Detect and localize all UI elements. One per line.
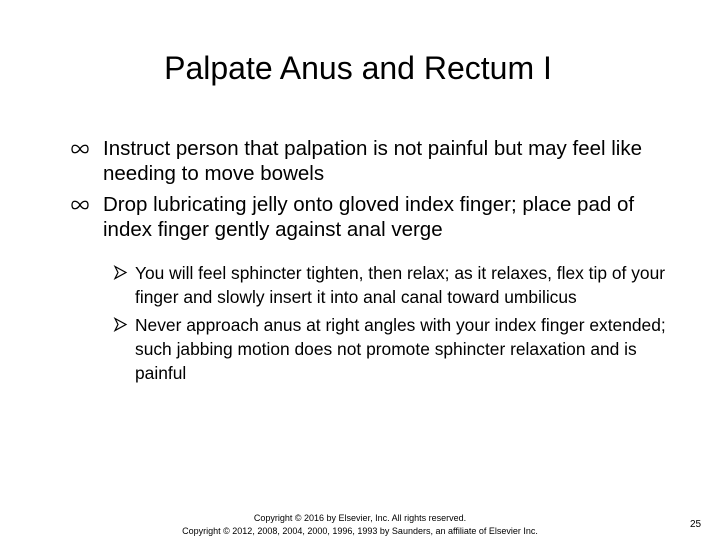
subbullet-list: [113, 261, 673, 389]
copyright-footer: [100, 512, 620, 538]
copyright-line-2: Copyright © 2012, 2008, 2004, 2000, 1996, 1993 by Saunders, an affiliate of Elsevier Inc.: [182, 526, 538, 536]
page-number: 25: [690, 519, 702, 530]
arrow-bullet-icon: [113, 317, 129, 332]
subbullet-text: Never approach anus at right angles with your index finger extended; such jabbing motion does not promote sphincter relaxation and is painful: [135, 315, 666, 383]
subbullet-text: You will feel sphincter tighten, then relax; as it relaxes, flex tip of your finger and slowly insert it into anal canal toward umbilicus: [135, 263, 666, 307]
subbullet-item: [113, 313, 673, 385]
bullet-item: [70, 136, 680, 186]
infinity-bullet-icon: [70, 199, 90, 211]
copyright-line-1: Copyright © 2016 by Elsevier, Inc. All rights reserved.: [253, 513, 467, 523]
bullet-text: Drop lubricating jelly onto gloved index finger; place pad of index finger gently against anal verge: [103, 193, 635, 241]
bullet-list: [70, 136, 680, 248]
subbullet-item: [113, 261, 673, 309]
infinity-bullet-icon: [70, 143, 90, 155]
slide-title-text: Palpate Anus and Rectum I: [164, 50, 552, 86]
slide-title: [0, 48, 720, 88]
bullet-item: [70, 192, 680, 242]
bullet-text: Instruct person that palpation is not painful but may feel like needing to move bowels: [103, 137, 643, 185]
arrow-bullet-icon: [113, 265, 129, 280]
